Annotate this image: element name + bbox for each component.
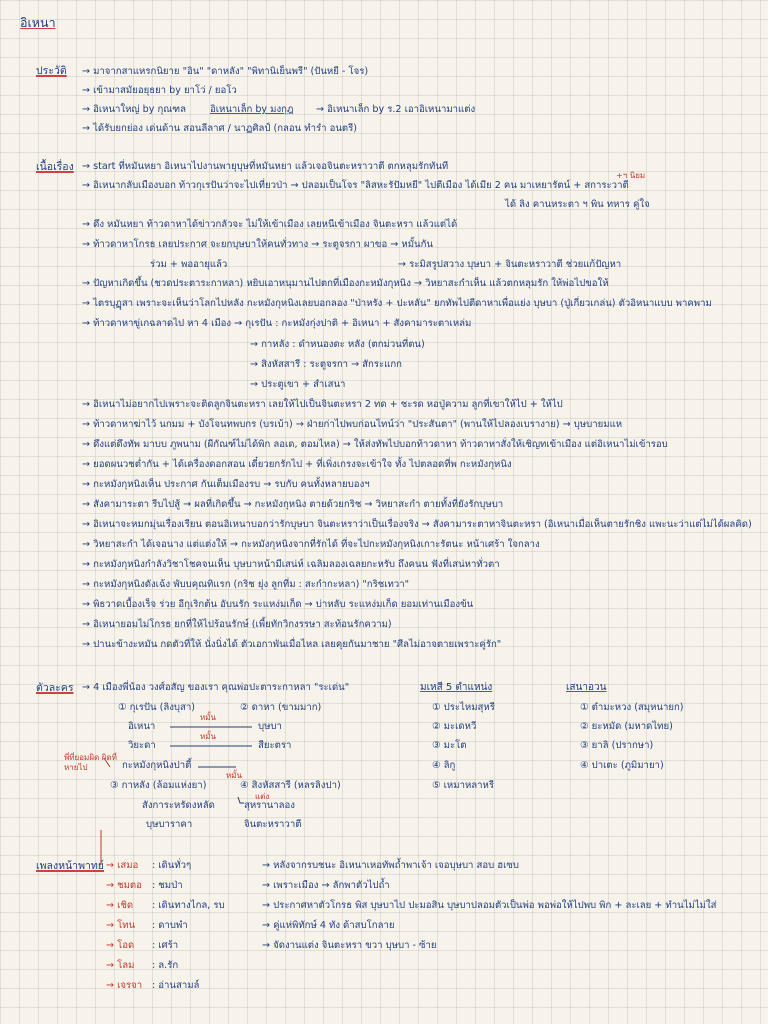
ending-note-2: → เพราะเมือง → ลักพาตัวไปถ้ำ (262, 880, 390, 891)
music-name-1: → เสมอ (106, 860, 139, 871)
plot-line-17: → ยอดผนวชต่ำกัน + ได้เครื่องดอกสอน เดี๋ยวยกรักไป + ที่เพิ่งเกรงจะเข้าใจ ทั้ง ไปตลอดที่พ กะหมังกุหนิง (82, 459, 512, 470)
ending-note-3: → ประกาศหาตัวโกรธ พิส บุษบาไป ปะมอสิน บุษบาปลอมตัวเป็นพ่อ พอพ่อให้ไปพบ พิก + ละเลย + ทำนไม่ไม่ใส่ (262, 900, 717, 911)
history-line-3c: → อิเหนาเล็ก by ร.2 เอาอิเหนามาแต่ง (316, 104, 476, 115)
plot-line-6: ร่วม + พออายุแล้ว (150, 259, 228, 270)
plot-line-8: → ปัญหาเกิดขึ้น (ชวดประตาระกาหลา) หยิบเอาหนุมานไปตกที่เมืองกะหมังกุหนิง → วิหยาสะกำเห็น แล้วตกหลุมรัก ให้พ่อไปขอให้ (82, 278, 609, 289)
plot-line-20: → อิเหนาจะหมกมุ่นเรื่องเรียน ตอนอิเหนาบอกว่ารักบุษบา จินตะหราว่าเป็นเรื่องจริง → สังคามาระตาหาจินตะหรา (อิเหนาเมื่อเห็นตายรักชิง แพะนะว่าแต่ไม่ได้ผลคิด) (82, 519, 752, 530)
plot-line-4: → ดึง หมันหยา ท้าวดาหาได้ข่าวกลัวจะ ไม่ให้เข้าเมือง เลยหนีเข้าเมือง จินตะหรา แล้วแต่ได้ (82, 219, 458, 230)
char-col2-6: จินตะหราวาตี (244, 819, 302, 830)
char-col2-1: ② ดาหา (ขามมาก) (240, 702, 322, 713)
music-desc-7: : อ่านสามล์ (152, 980, 200, 991)
plot-line-9: → ไตรบุฏุสา เพราะจะเห็นว่าโลกไปหลัง กะหมังกุหนิงเลยบอกลอง "ป่าหรัง + ปะหลัน" ยกทัพไปตีดาหาเพื่อแย่ง บุษบา (ปู่เกี่ยวเกล่น) ตัวอิหนาแบบ พาคพาม (82, 298, 712, 309)
page-title: อิเหนา (20, 15, 56, 30)
history-line-2: → เข้ามาสมัยอยุธยา by ยาโว่ / ยอโว (82, 85, 237, 96)
plot-line-14: → อิเหนาไม่อยากไปเพราะจะติดลูกจินตะหรา เลยให้ไปเป็นจินตะหรา 2 ทด + ชะรด หอปู่ความ ลูกที่เขาให้ไป + ให้ไป (82, 399, 563, 410)
plot-line-21: → วิหยาสะกำ ได้เจอนาง แต่แต่งให้ → กะหมังกุหนิงจากที่รักได้ ที่จะไปกะหมังกุหนิงเกาะรัตนะ หน้าเศร้า ใจกลาง (82, 539, 540, 550)
music-desc-4: : ดาบพำ (152, 920, 188, 931)
tag-note-left: พี่ที่ยอมผิด ผิดที่หายไป (64, 753, 117, 772)
ending-note-4: → คู่แห่พิทักษ์ 4 ทัง ด้าสบโกลาย (262, 920, 395, 931)
characters-intro: → 4 เมืองพี่น้อง วงศ์อสัญ ของเรา คุณพ่อปะตาระกาหลา "ระเด่น" (82, 682, 350, 693)
music-desc-5: : เศร้า (152, 940, 179, 951)
section-label-music: เพลงหน้าพาทย์ (36, 860, 104, 872)
section-label-characters: ตัวละคร (36, 682, 74, 694)
section-label-plot: เนื้อเรื่อง (36, 161, 74, 173)
music-name-4: → โทน (106, 920, 136, 931)
history-line-3a: → อิเหนาใหญ่ by กุณฑล (82, 104, 186, 115)
plot-line-2: → อิเหนากลับเมืองบอก ท้าวกุเรปันว่าจะไปเที่ยวป่า → ปลอมเป็นโจร "ลิสหะรัปัมหยี" ไปตีเมือง ได้เมีย 2 คน มาเหยารัตน์ + สการะวาตี (82, 180, 629, 191)
history-line-1: → มาจากสาแหรกนิยาย "อิน" "ดาหลัง" "พิทานิเย็นพรี" (ปันหยี - โจร) (82, 66, 369, 77)
plot-line-12: → สิงหัสสารี : ระตูจรกา → สักระแกก (250, 359, 402, 370)
char-col1-5: ③ กาหลัง (ล้อมแห่งยา) (110, 780, 207, 791)
music-name-5: → โอด (106, 940, 135, 951)
plot-line-16: → ดึงแต่ดึงทัพ มาบบ ภูพนาม (ผีกัณฑ์ไม่ได้พิก ลอเด, ตอมไหล) → ให้ส่งทัพไปบอกท้าวดาหา ท้าวดาหาสั่งให้เชิญทเข้าเมือง แต่อิเหนาไม่เข้ารอบ (82, 439, 668, 450)
servants-label: เสนาอวน (566, 682, 607, 693)
music-desc-3: : เดินทางไกล, รบ (152, 900, 225, 911)
music-desc-1: : เดินทั่วๆ (152, 860, 192, 871)
plot-line-1: → start ที่หมันหยา อิเหนาไปงานพายุบุษที่หมันหยา แล้วเจอจินตะหราวาตี ตกหลุมรักทันที (82, 161, 449, 172)
ladies-2: ② มะเดหวี (432, 721, 477, 732)
ladies-1: ① ประไหมสุหรี (432, 702, 495, 713)
plot-line-13: → ประตูเขา + สำเสนา (250, 379, 346, 390)
servants-1: ① ตำมะหวง (สมุหนายก) (580, 702, 684, 713)
plot-line-24: → พิธวาดเบื้องเร็จ ร่วย อีกุเริกต้น อับนรัก ระแหง่มเก็ด → บ่าหลับ ระแหง่มเก็ด ยอมเท่านเมืองข้น (82, 599, 474, 610)
char-col1-7: บุษบาราคา (146, 819, 193, 830)
plot-line-10: → ท้าวดาหาขู่เกฉลาดไป หา 4 เมือง → กุเรปัน : กะหมังกุ่งปาติ + อิเหนา + สังคามาระตาเหล่ม (82, 318, 472, 329)
music-desc-2: : ชมป่า (152, 880, 183, 891)
plot-line-5: → ท้าวดาหาโกรธ เลยประกาศ จะยกบุษบาให้คนทั่วทาง → ระตูจรกา ผาขอ → หมั้นกัน (82, 239, 433, 250)
char-col1-3: วิยะดา (128, 740, 156, 751)
plot-line-23: → กะหมังกุหนิงดังเฉ้ง พับบคุณทิแรก (กริช ยุ่ง ลูกที่ม : สะกำกะหลา) "กริชเทวา" (82, 579, 410, 590)
servants-2: ② ยะหมัด (มหาดไทย) (580, 721, 673, 732)
music-name-2: → ชมตอ (106, 880, 142, 891)
music-desc-6: : ล.รัก (152, 960, 179, 971)
ladies-4: ④ ลิกู (432, 760, 456, 771)
music-name-7: → เจรจา (106, 980, 143, 991)
plot-line-19: → สังคามาระตา รีบไปสู้ → ผลที่เกิดขึ้น → กะหมังกุหนิง ตายด้วยกริช → วิหยาสะกำ ตายทั้งที่ยังรักบุษบา (82, 499, 504, 510)
plot-line-7: → ระมิสรูปสวาง บุษบา + จินตะหราวาตี ช่วยแก้ปัญหา (398, 259, 622, 270)
plot-line-25: → อิเหนายอมไม่โกรธ ยกที่ให้ไปร้อนรักษ์ (เพี้ยทักวิกงรรษา สะท้อนรักความ) (82, 619, 392, 630)
music-name-3: → เชิด (106, 900, 134, 911)
char-col2-2: บุษบา (258, 721, 282, 732)
plot-line-11: → กาหลัง : ดำหนองดะ หลัง (ตกม่วนที่ตน) (250, 339, 425, 350)
tag-beloved: หมั้น (226, 771, 243, 780)
tag-married: แต่ง (255, 792, 270, 801)
ladies-label: มเหสี 5 ตำแหน่ง (420, 682, 493, 693)
section-label-history: ประวัติ (36, 65, 67, 77)
ending-note-5: → จัดงานแต่ง จินตะหรา ขวา บุษบา - ซ้าย (262, 940, 437, 951)
plot-line-15: → ท้าวดาหาฆ่าไว้ นกมม + บังโจนทพบกร (บรเบ้า) → ฝ่ายก่าไปพบก่อนไทน์ว่า "ประสันตา" (พานให้ไปลองเบรางาย) → บุษบายมแห (82, 419, 623, 430)
ending-note-1: → หลังจากรบชนะ อิเหนาเหอทัพถ้ำพาเจ้า เจอบุษบา สอบ ฮเซบ (262, 860, 519, 871)
servants-4: ④ ปาเตะ (ภูมิมายา) (580, 760, 664, 771)
plot-line-3: ได้ ลิง คานหระตา ฯ พิน ทหาร คู่ใจ (505, 199, 650, 210)
char-col2-5: สุหรานาลอง (244, 800, 295, 811)
char-col1-2: อิเหนา (128, 721, 156, 732)
plot-note-top: +ฯ นิยม (616, 171, 646, 180)
tag-engaged-1: หมั้น (200, 713, 217, 722)
char-col2-3: สียะตรา (258, 740, 292, 751)
char-col2-4: ④ สิงหัสสารี (หลรลิงปา) (240, 780, 341, 791)
plot-line-18: → กะหมังกุหนิงเห็น ประกาศ กันเต็มเมืองรบ → รบกับ คนทั้งหลายบองฯ (82, 479, 370, 490)
plot-line-22: → กะหมังกุหนิงกำลังวิชาโชคจนเห็น บุษบาหน้ามีเสน่ห์ เฉลิมลองเฉลยกะหรับ ถึงคนน ฟังที่เสน่หาทั่วตา (82, 559, 500, 570)
char-col1-1: ① กุเรปัน (ลิงบุสา) (118, 702, 195, 713)
servants-3: ③ ยาลิ (ปรากษา) (580, 740, 654, 751)
ladies-3: ③ มะโต (432, 740, 467, 751)
char-col1-4: กะหมังกุหนิงปาตี้ (122, 760, 192, 771)
char-col1-6: สังการะหรัดงหลัด (142, 800, 215, 811)
plot-line-26: → ปานะข้างะหมัน กดตัวที่ให้ นั่งนิ่งได้ ตัวเอกาพันเมื่อไหล เลยคุยกันมาชาย "ศีลไม่อาจตายเพราะคู่รัก" (82, 639, 502, 650)
history-line-4: → ได้รับยกย่อง เด่นด้าน สอนลีลาศ / นาฏศิลป์ (กลอน ทำรำ อนตรี) (82, 123, 358, 134)
history-line-3b: อิเหนาเล็ก by มงกุฎ (210, 104, 294, 115)
ladies-5: ⑤ เหมาหลาหรี (432, 780, 495, 791)
music-name-6: → โลม (106, 960, 135, 971)
tag-engaged-2: หมั้น (200, 732, 217, 741)
